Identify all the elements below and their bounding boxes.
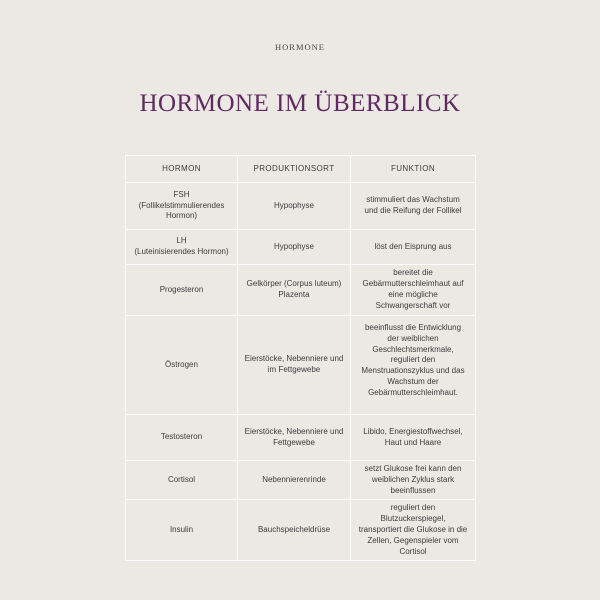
hormone-cell	[126, 415, 238, 461]
function-line: reguliert den	[390, 503, 436, 513]
function-line: reguliert den	[390, 355, 436, 365]
function-line: setzt Glukose frei kann den	[364, 464, 462, 473]
function-line: Menstruationszyklus und das	[361, 366, 465, 376]
hormone-cell	[126, 461, 238, 500]
place-line: Eierstöcke, Nebenniere und	[244, 426, 344, 436]
hormone-table	[125, 155, 476, 561]
function-line: transportiert die Glukose in die	[358, 524, 468, 534]
function-line: stimmuliert das Wachstum	[366, 195, 460, 205]
function-line: Gebärmutterschleimhaut auf	[362, 279, 464, 289]
place-line: im Fettgewebe	[267, 365, 321, 374]
place-cell	[238, 230, 351, 265]
place-line: Eierstöcke, Nebenniere und	[244, 354, 344, 364]
function-line: Zellen, Gegenspieler vom	[367, 535, 459, 545]
place-line: Fettgewebe	[273, 437, 315, 447]
hormone-line: LH	[176, 236, 187, 246]
hormone-line: Testosteron	[160, 432, 203, 442]
function-line: und die Reifung der Follikel	[364, 206, 462, 215]
table-row	[126, 230, 476, 265]
hormone-cell	[126, 183, 238, 230]
hormone-line: Hormon)	[165, 211, 198, 221]
place-cell	[238, 500, 351, 561]
column-header-funktion: FUNKTION	[351, 156, 476, 183]
place-line: Gelkörper (Corpus luteum)	[246, 279, 342, 289]
table-row	[126, 183, 476, 230]
hormone-line: Insulin	[169, 524, 194, 534]
table-header-row	[126, 156, 476, 183]
function-cell	[351, 230, 476, 265]
hormone-cell	[126, 500, 238, 561]
function-line: der weiblichen	[387, 333, 439, 343]
place-cell	[238, 183, 351, 230]
place-cell	[238, 265, 351, 316]
hormone-line: Östrogen	[165, 359, 198, 369]
hormone-cell	[126, 265, 238, 316]
function-cell	[351, 461, 476, 500]
column-header-hormon: HORMON	[126, 156, 238, 183]
function-line: Gebärmutterschleimhaut.	[368, 387, 458, 397]
page-title: HORMONE IM ÜBERBLICK	[139, 90, 461, 117]
hormone-line: Cortisol	[167, 474, 196, 484]
table-row	[126, 500, 476, 561]
function-line: eine mögliche	[388, 290, 438, 299]
column-header-produktionsort: PRODUKTIONSORT	[238, 156, 351, 183]
place-line: Bauchspeicheldrüse	[257, 524, 331, 534]
function-line: beeinflussen	[390, 485, 436, 495]
function-cell	[351, 183, 476, 230]
hormone-line: (Luteinisierendes Hormon)	[134, 247, 229, 256]
function-line: beeinflusst die Entwicklung	[364, 323, 462, 332]
function-line: bereitet die	[393, 268, 433, 278]
function-line: Libido, Energiestoffwechsel,	[363, 426, 463, 436]
function-line: Geschlechtsmerkmale,	[372, 344, 454, 354]
function-cell	[351, 500, 476, 561]
function-line: Schwangerschaft vor	[375, 300, 451, 310]
page-kicker: HORMONE	[275, 42, 325, 52]
hormone-line: (Follikelstimmulierendes	[138, 200, 225, 210]
function-cell	[351, 415, 476, 461]
hormone-line: FSH	[173, 189, 190, 199]
function-line: Blutzuckerspiegel,	[380, 514, 446, 524]
place-cell	[238, 316, 351, 415]
function-cell	[351, 316, 476, 415]
table-row	[126, 415, 476, 461]
function-line: löst den Eisprung aus	[374, 241, 452, 251]
place-line: Nebennierenrinde	[262, 474, 326, 484]
place-cell	[238, 461, 351, 500]
function-line: Cortisol	[399, 546, 427, 556]
function-line: Haut und Haare	[384, 437, 442, 447]
place-line: Hypophyse	[273, 200, 315, 210]
hormone-line: Progesteron	[159, 284, 204, 294]
place-line: Hypophyse	[273, 241, 315, 251]
place-cell	[238, 415, 351, 461]
table-row	[126, 265, 476, 316]
hormone-cell	[126, 230, 238, 265]
table-row	[126, 461, 476, 500]
table-row	[126, 316, 476, 415]
function-cell	[351, 265, 476, 316]
function-line: weiblichen Zyklus stark	[371, 474, 455, 484]
function-line: Wachstum der	[387, 376, 439, 386]
hormone-cell	[126, 316, 238, 415]
place-line: Plazenta	[278, 290, 310, 299]
